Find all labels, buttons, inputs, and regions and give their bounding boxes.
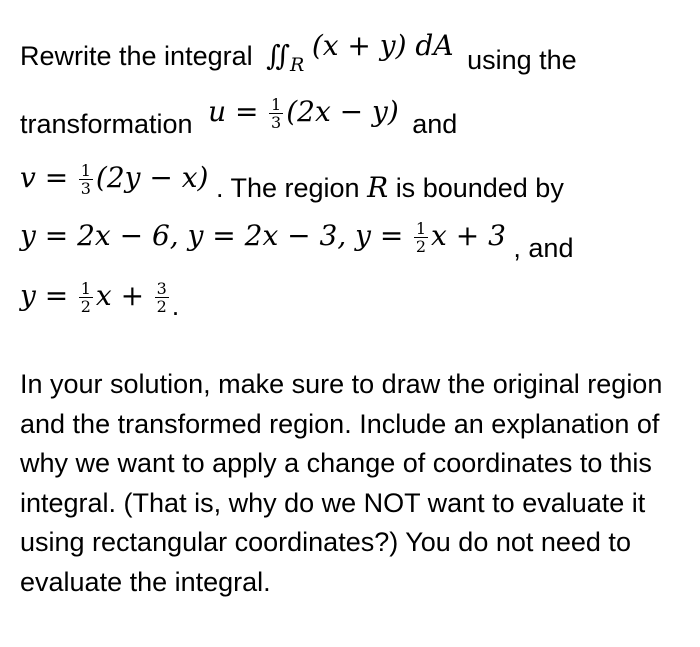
u-fraction-denominator: 3 xyxy=(271,113,282,133)
u-equation-rhs: (2x − y) xyxy=(286,95,399,128)
u-fraction-numerator: 1 xyxy=(271,95,282,115)
v-equation-lhs: v = xyxy=(20,161,69,194)
problem-line-5 xyxy=(20,278,180,321)
half-fraction-numerator: 1 xyxy=(415,219,427,239)
period: . xyxy=(171,291,180,321)
bounded-by-text: is bounded by xyxy=(395,173,564,203)
v-fraction-numerator: 1 xyxy=(80,161,91,181)
rewrite-text: Rewrite the integral xyxy=(20,41,253,71)
instructions-paragraph: In your solution, make sure to draw the original region and the transformed region. Include an explanation of why we want to apply a change of coordinates to this integral. (That is, why do we NOT want to evaluate it using rectangular coordinates?) You do not need to evaluate the integral. xyxy=(20,369,663,597)
fraction-1-numerator: 1 xyxy=(80,279,91,299)
problem-line-2 xyxy=(20,95,458,139)
boundary-equation-tail: x + 3 xyxy=(431,219,506,252)
boundary-equations: y = 2x − 6, y = 2x − 3, y = xyxy=(20,219,404,252)
problem-line-4 xyxy=(20,218,574,263)
double-integral-sign: ∬ xyxy=(266,39,290,72)
and-text-2: , and xyxy=(513,233,574,263)
last-boundary-fraction-1 xyxy=(79,280,93,315)
region-text: . The region xyxy=(215,173,360,203)
u-equation-lhs: u = xyxy=(208,95,259,128)
v-fraction-denominator: 3 xyxy=(80,179,91,199)
problem-line-3 xyxy=(20,160,564,204)
v-fraction xyxy=(79,162,93,197)
problem-line-1 xyxy=(20,29,577,83)
half-fraction-denominator: 2 xyxy=(415,237,427,257)
and-text: and xyxy=(412,109,458,139)
v-equation-rhs: (2y − x) xyxy=(95,161,209,194)
fraction-2-numerator: 3 xyxy=(156,279,167,299)
transformation-text: transformation xyxy=(20,109,193,139)
integrand: (x + y) dA xyxy=(311,29,454,62)
last-boundary-fraction-2 xyxy=(155,280,169,315)
fraction-1-denominator: 2 xyxy=(80,297,91,317)
region-symbol: R xyxy=(367,171,389,204)
last-boundary-mid: x + xyxy=(95,279,145,312)
fraction-2-denominator: 2 xyxy=(156,297,167,317)
half-fraction xyxy=(414,220,428,255)
u-fraction xyxy=(269,96,283,131)
region-subscript: R xyxy=(289,54,305,76)
last-boundary-lhs: y = xyxy=(20,279,69,312)
using-the-text: using the xyxy=(467,45,577,75)
